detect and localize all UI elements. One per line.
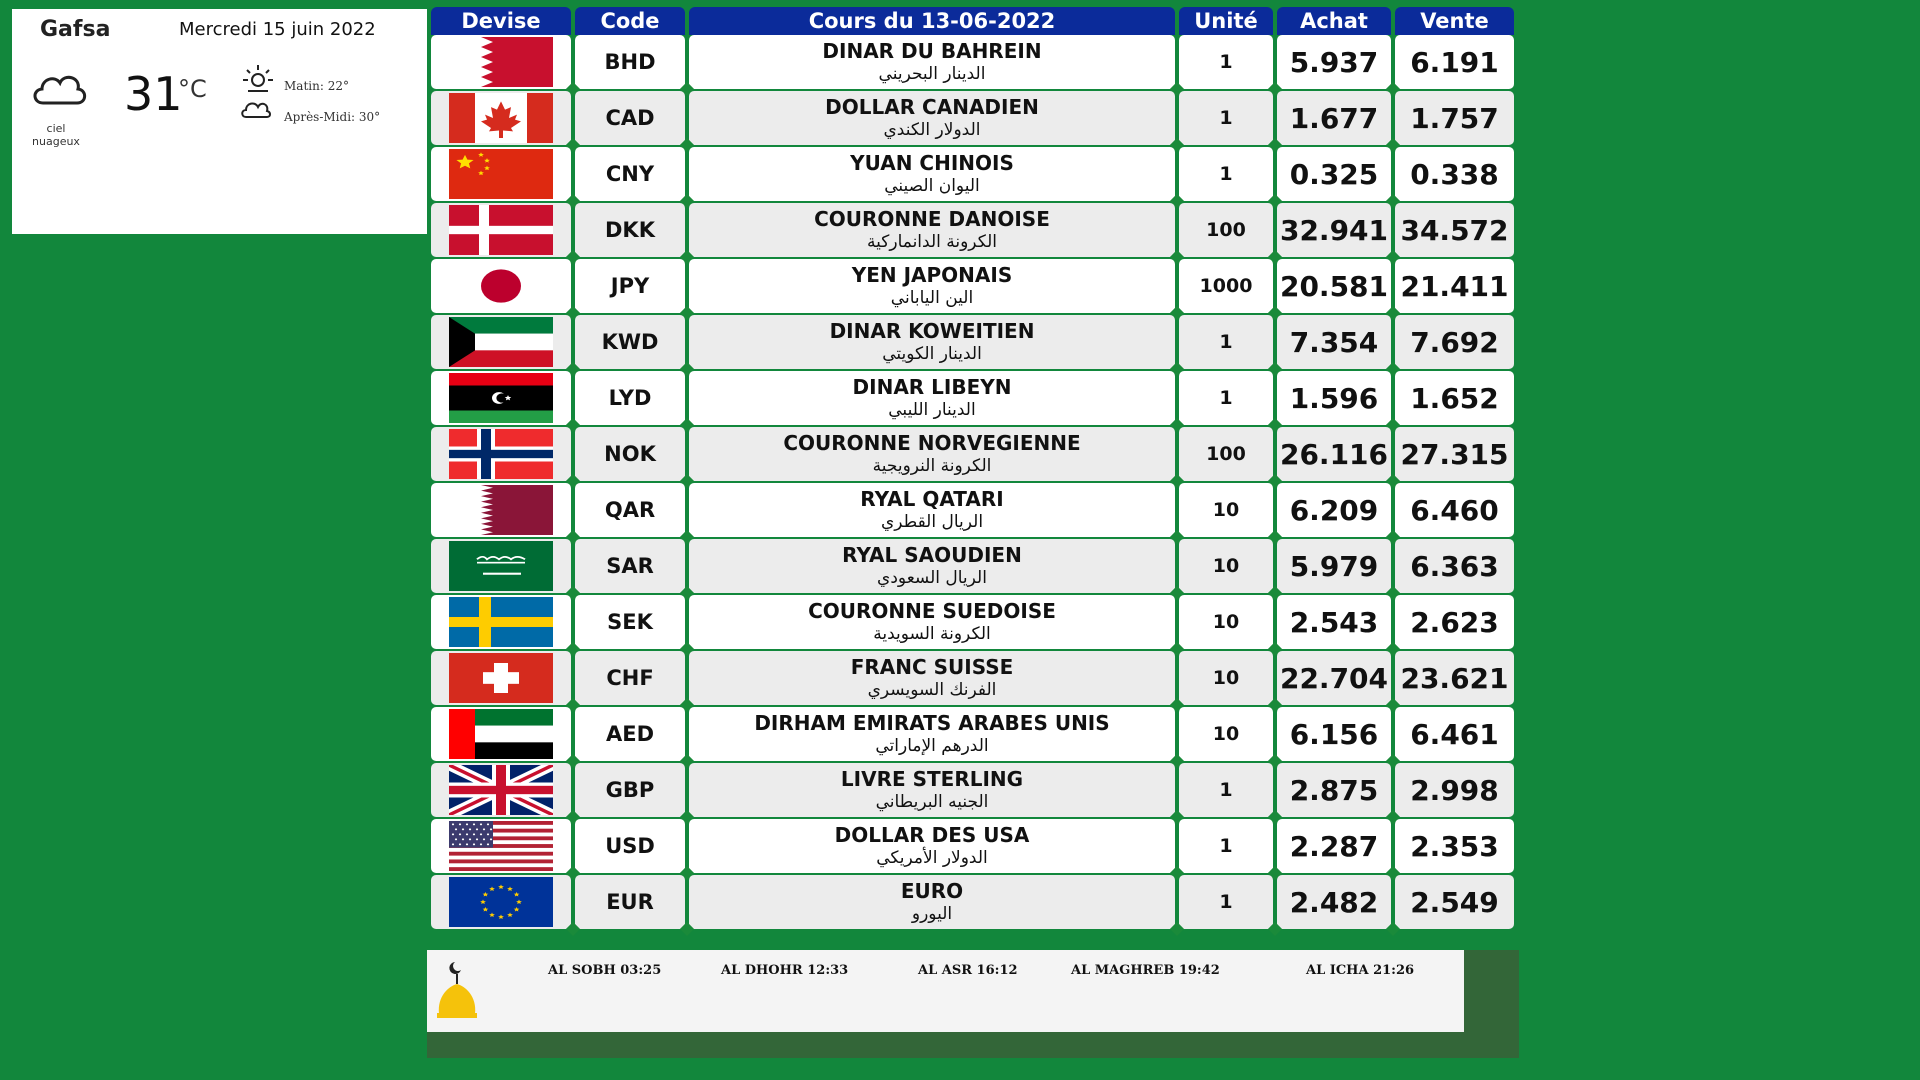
currency-code: KWD: [575, 315, 685, 369]
weather-city: Gafsa: [40, 17, 111, 42]
table-row: [431, 91, 1514, 147]
table-row: [431, 35, 1514, 91]
currency-code: SAR: [575, 539, 685, 593]
sell-rate: 0.338: [1395, 147, 1514, 201]
currency-code: USD: [575, 819, 685, 873]
weather-condition: ciel nuageux: [32, 122, 80, 148]
flag-cell: [431, 91, 571, 145]
japan-flag: [449, 261, 553, 311]
flag-cell: [431, 595, 571, 649]
currency-code: QAR: [575, 483, 685, 537]
currency-unit: 100: [1179, 427, 1273, 481]
currency-name-ar: الدرهم الإماراتي: [875, 736, 989, 756]
currency-name-fr: DINAR KOWEITIEN: [829, 319, 1035, 343]
buy-rate: 1.677: [1277, 91, 1391, 145]
prayer-times-frame: [427, 950, 1519, 1058]
currency-name-cell: [689, 875, 1175, 929]
currency-name-fr: DINAR DU BAHREIN: [822, 39, 1042, 63]
currency-name-ar: الين الياباني: [890, 288, 974, 308]
currency-name-fr: DOLLAR CANADIEN: [825, 95, 1039, 119]
currency-unit: 1: [1179, 875, 1273, 929]
sell-rate: 7.692: [1395, 315, 1514, 369]
sell-rate: 6.461: [1395, 707, 1514, 761]
norway-flag: [449, 429, 553, 479]
table-row: [431, 259, 1514, 315]
mosque-icon: [435, 958, 479, 1020]
currency-name-fr: COURONNE NORVEGIENNE: [783, 431, 1081, 455]
sell-rate: 6.363: [1395, 539, 1514, 593]
currency-name-ar: الدينار الليبي: [888, 400, 976, 420]
currency-code: GBP: [575, 763, 685, 817]
buy-rate: 1.596: [1277, 371, 1391, 425]
header-vente: Vente: [1395, 7, 1514, 35]
currency-name-fr: COURONNE SUEDOISE: [808, 599, 1056, 623]
sell-rate: 2.353: [1395, 819, 1514, 873]
currency-unit: 1000: [1179, 259, 1273, 313]
flag-cell: [431, 35, 571, 89]
currency-unit: 1: [1179, 315, 1273, 369]
eu-flag: [449, 877, 553, 927]
prayer-times-bar: [427, 950, 1464, 1032]
currency-code: LYD: [575, 371, 685, 425]
buy-rate: 5.979: [1277, 539, 1391, 593]
buy-rate: 0.325: [1277, 147, 1391, 201]
table-body: [431, 35, 1514, 931]
buy-rate: 22.704: [1277, 651, 1391, 705]
switzerland-flag: [449, 653, 553, 703]
sell-rate: 2.998: [1395, 763, 1514, 817]
currency-name-ar: اليورو: [911, 904, 953, 924]
table-row: [431, 147, 1514, 203]
currency-name-cell: [689, 371, 1175, 425]
sell-rate: 27.315: [1395, 427, 1514, 481]
weather-panel: [12, 9, 427, 234]
currency-name-cell: [689, 147, 1175, 201]
prayer-maghreb: AL MAGHREB 19:42: [1071, 963, 1220, 978]
buy-rate: 7.354: [1277, 315, 1391, 369]
currency-name-cell: [689, 651, 1175, 705]
currency-name-cell: [689, 427, 1175, 481]
uk-flag: [449, 765, 553, 815]
sell-rate: 1.757: [1395, 91, 1514, 145]
flag-cell: [431, 147, 571, 201]
currency-name-ar: الجنيه البريطاني: [875, 792, 989, 812]
currency-name-ar: الدينار الكويتي: [882, 344, 982, 364]
cloud-icon: [29, 65, 89, 109]
flag-cell: [431, 259, 571, 313]
currency-name-fr: DOLLAR DES USA: [834, 823, 1030, 847]
currency-code: CHF: [575, 651, 685, 705]
currency-name-cell: [689, 35, 1175, 89]
currency-name-ar: اليوان الصيني: [884, 176, 980, 196]
currency-unit: 100: [1179, 203, 1273, 257]
currency-unit: 10: [1179, 707, 1273, 761]
currency-name-cell: [689, 315, 1175, 369]
flag-cell: [431, 315, 571, 369]
currency-name-fr: LIVRE STERLING: [840, 767, 1024, 791]
buy-rate: 5.937: [1277, 35, 1391, 89]
table-row: [431, 819, 1514, 875]
sell-rate: 1.652: [1395, 371, 1514, 425]
sun-icon: [238, 62, 278, 96]
currency-name-cell: [689, 763, 1175, 817]
currency-name-ar: الريال القطري: [880, 512, 984, 532]
night-cloud-icon: [240, 97, 272, 123]
currency-unit: 1: [1179, 819, 1273, 873]
currency-name-fr: FRANC SUISSE: [850, 655, 1014, 679]
table-row: [431, 427, 1514, 483]
buy-rate: 32.941: [1277, 203, 1391, 257]
header-cours: Cours du 13-06-2022: [689, 7, 1175, 35]
table-header: [431, 7, 1514, 35]
currency-code: EUR: [575, 875, 685, 929]
header-devise: Devise: [431, 7, 571, 35]
buy-rate: 6.156: [1277, 707, 1391, 761]
table-row: [431, 203, 1514, 259]
currency-name-ar: الريال السعودي: [877, 568, 987, 588]
currency-code: AED: [575, 707, 685, 761]
header-achat: Achat: [1277, 7, 1391, 35]
table-row: [431, 875, 1514, 931]
currency-name-fr: RYAL SAOUDIEN: [842, 543, 1022, 567]
flag-cell: [431, 875, 571, 929]
prayer-dhohr: AL DHOHR 12:33: [721, 963, 849, 978]
currency-unit: 1: [1179, 91, 1273, 145]
table-row: [431, 707, 1514, 763]
currency-name-fr: COURONNE DANOISE: [814, 207, 1050, 231]
currency-name-fr: YEN JAPONAIS: [851, 263, 1013, 287]
currency-code: SEK: [575, 595, 685, 649]
denmark-flag: [449, 205, 553, 255]
currency-code: JPY: [575, 259, 685, 313]
currency-name-cell: [689, 707, 1175, 761]
currency-unit: 10: [1179, 595, 1273, 649]
buy-rate: 26.116: [1277, 427, 1391, 481]
usa-flag: [449, 821, 553, 871]
flag-cell: [431, 371, 571, 425]
table-row: [431, 763, 1514, 819]
prayer-sobh: AL SOBH 03:25: [548, 963, 662, 978]
qatar-flag: [449, 485, 553, 535]
currency-name-cell: [689, 91, 1175, 145]
table-row: [431, 315, 1514, 371]
weather-unit: °C: [178, 75, 207, 103]
currency-unit: 10: [1179, 483, 1273, 537]
buy-rate: 2.482: [1277, 875, 1391, 929]
currency-name-ar: الكرونة السويدية: [873, 624, 991, 644]
table-row: [431, 371, 1514, 427]
weather-date: Mercredi 15 juin 2022: [179, 19, 376, 40]
currency-code: NOK: [575, 427, 685, 481]
currency-name-fr: DINAR LIBEYN: [852, 375, 1012, 399]
sell-rate: 21.411: [1395, 259, 1514, 313]
currency-name-cell: [689, 203, 1175, 257]
sell-rate: 2.549: [1395, 875, 1514, 929]
weather-temperature: 31: [124, 67, 183, 121]
currency-name-cell: [689, 595, 1175, 649]
currency-code: CNY: [575, 147, 685, 201]
buy-rate: 20.581: [1277, 259, 1391, 313]
currency-name-cell: [689, 819, 1175, 873]
sell-rate: 34.572: [1395, 203, 1514, 257]
bahrain-flag: [449, 37, 553, 87]
currency-unit: 1: [1179, 147, 1273, 201]
sell-rate: 6.460: [1395, 483, 1514, 537]
buy-rate: 2.543: [1277, 595, 1391, 649]
kuwait-flag: [449, 317, 553, 367]
currency-name-ar: الدولار الكندي: [883, 120, 981, 140]
forecast-afternoon: Après-Midi: 30°: [284, 110, 381, 124]
china-flag: [449, 149, 553, 199]
flag-cell: [431, 539, 571, 593]
flag-cell: [431, 483, 571, 537]
buy-rate: 6.209: [1277, 483, 1391, 537]
currency-code: CAD: [575, 91, 685, 145]
forecast-morning: Matin: 22°: [284, 79, 349, 93]
saudi-flag: [449, 541, 553, 591]
prayer-icha: AL ICHA 21:26: [1306, 963, 1415, 978]
currency-unit: 10: [1179, 539, 1273, 593]
flag-cell: [431, 203, 571, 257]
currency-code: BHD: [575, 35, 685, 89]
currency-name-ar: الدولار الأمريكي: [876, 848, 988, 868]
currency-unit: 10: [1179, 651, 1273, 705]
buy-rate: 2.875: [1277, 763, 1391, 817]
currency-name-fr: YUAN CHINOIS: [850, 151, 1014, 175]
currency-name-ar: الدينار البحريني: [878, 64, 986, 84]
sell-rate: 6.191: [1395, 35, 1514, 89]
header-code: Code: [575, 7, 685, 35]
currency-unit: 1: [1179, 371, 1273, 425]
flag-cell: [431, 763, 571, 817]
table-row: [431, 539, 1514, 595]
sell-rate: 2.623: [1395, 595, 1514, 649]
buy-rate: 2.287: [1277, 819, 1391, 873]
currency-name-ar: الفرنك السويسري: [867, 680, 997, 700]
uae-flag: [449, 709, 553, 759]
currency-name-fr: EURO: [900, 879, 964, 903]
table-row: [431, 595, 1514, 651]
currency-name-fr: RYAL QATARI: [860, 487, 1004, 511]
flag-cell: [431, 427, 571, 481]
currency-name-cell: [689, 259, 1175, 313]
currency-unit: 1: [1179, 35, 1273, 89]
prayer-asr: AL ASR 16:12: [918, 963, 1018, 978]
currency-name-ar: الكرونة الدانماركية: [867, 232, 997, 252]
currency-code: DKK: [575, 203, 685, 257]
flag-cell: [431, 651, 571, 705]
table-row: [431, 483, 1514, 539]
currency-unit: 1: [1179, 763, 1273, 817]
canada-flag: [449, 93, 553, 143]
currency-name-ar: الكرونة النرويجية: [872, 456, 992, 476]
sweden-flag: [449, 597, 553, 647]
sell-rate: 23.621: [1395, 651, 1514, 705]
table-row: [431, 651, 1514, 707]
flag-cell: [431, 707, 571, 761]
header-unite: Unité: [1179, 7, 1273, 35]
currency-name-cell: [689, 483, 1175, 537]
currency-name-cell: [689, 539, 1175, 593]
exchange-rates-table: [431, 7, 1514, 931]
currency-name-fr: DIRHAM EMIRATS ARABES UNIS: [754, 711, 1110, 735]
flag-cell: [431, 819, 571, 873]
libya-flag: [449, 373, 553, 423]
